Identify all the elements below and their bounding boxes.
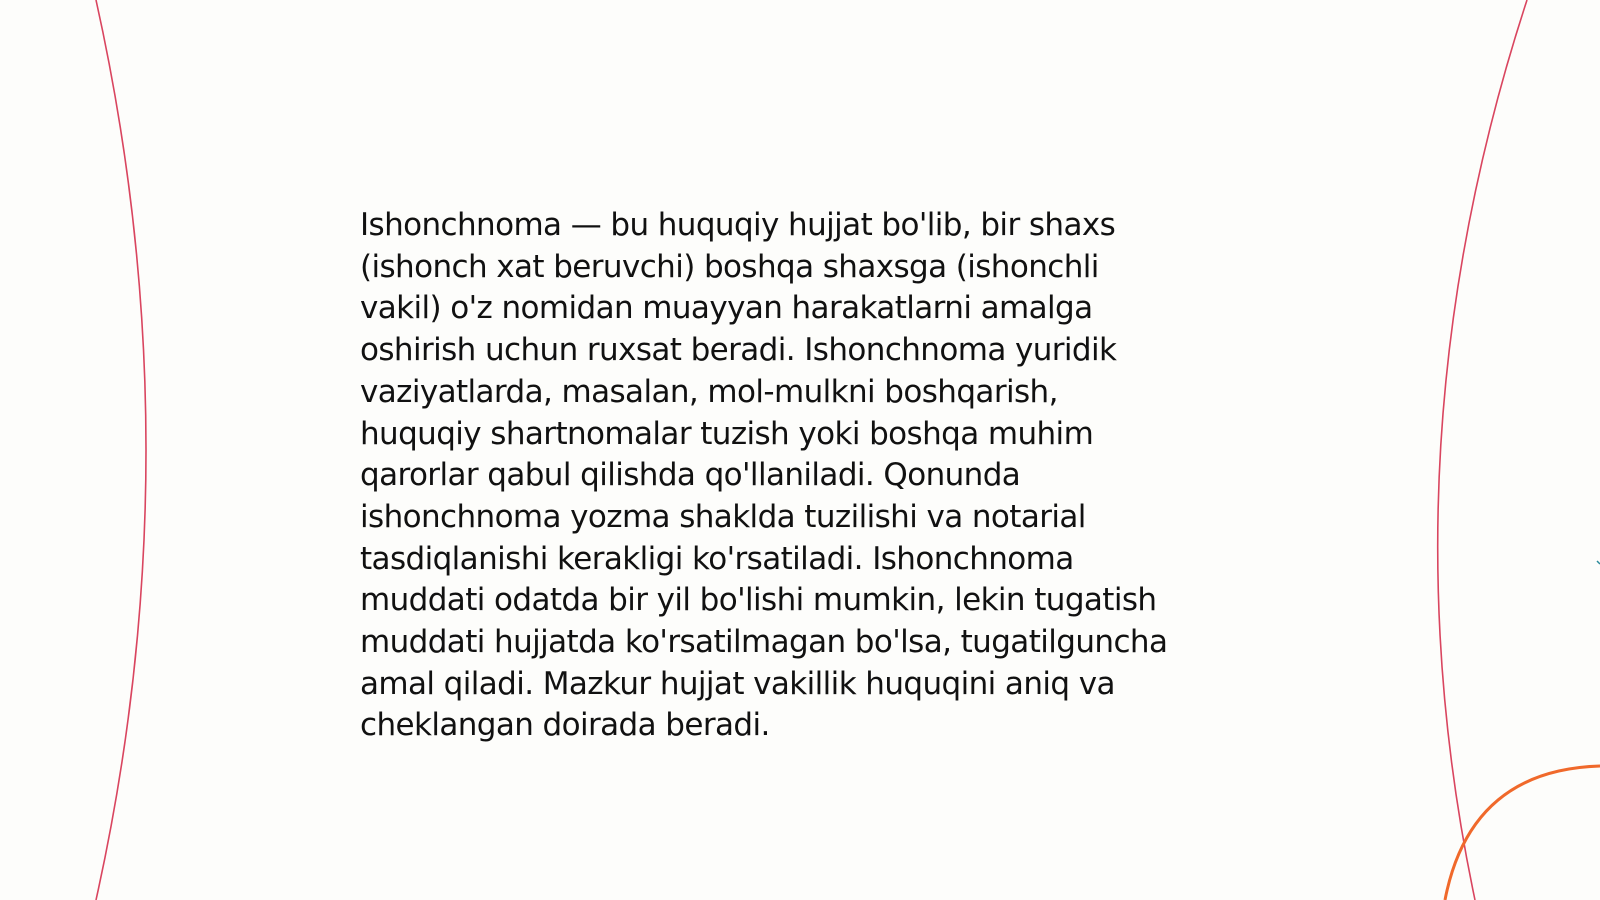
right-curve — [1438, 0, 1527, 900]
left-curve — [96, 0, 146, 900]
paragraph-line: muddati odatda bir yil bo'lishi mumkin, lekin tugatish — [360, 582, 1157, 619]
paragraph-line: vaziyatlarda, masalan, mol-mulkni boshqarish, — [360, 373, 1058, 410]
paragraph-line: ishonchnoma yozma shaklda tuzilishi va notarial — [360, 498, 1086, 535]
paragraph-line: amal qiladi. Mazkur hujjat vakillik huquqini aniq va — [360, 665, 1115, 702]
paragraph-line: oshirish uchun ruxsat beradi. Ishonchnoma yuridik — [360, 332, 1117, 369]
body-paragraph — [360, 205, 1260, 747]
paragraph-line: muddati hujjatda ko'rsatilmagan bo'lsa, tugatilguncha — [360, 624, 1168, 661]
paragraph-line: qarorlar qabul qilishda qo'llaniladi. Qonunda — [360, 457, 1021, 494]
orange-arc — [1445, 766, 1600, 900]
paragraph-line: vakil) o'z nomidan muayyan harakatlarni amalga — [360, 290, 1093, 327]
paragraph-line: cheklangan doirada beradi. — [360, 707, 770, 744]
paragraph-line: (ishonch xat beruvchi) boshqa shaxsga (ishonchli — [360, 248, 1099, 285]
paragraph-line: tasdiqlanishi kerakligi ko'rsatiladi. Ishonchnoma — [360, 540, 1074, 577]
paragraph-line: Ishonchnoma — bu huquqiy hujjat bo'lib, bir shaxs — [360, 207, 1116, 243]
paragraph-line: huquqiy shartnomalar tuzish yoki boshqa muhim — [360, 415, 1094, 452]
